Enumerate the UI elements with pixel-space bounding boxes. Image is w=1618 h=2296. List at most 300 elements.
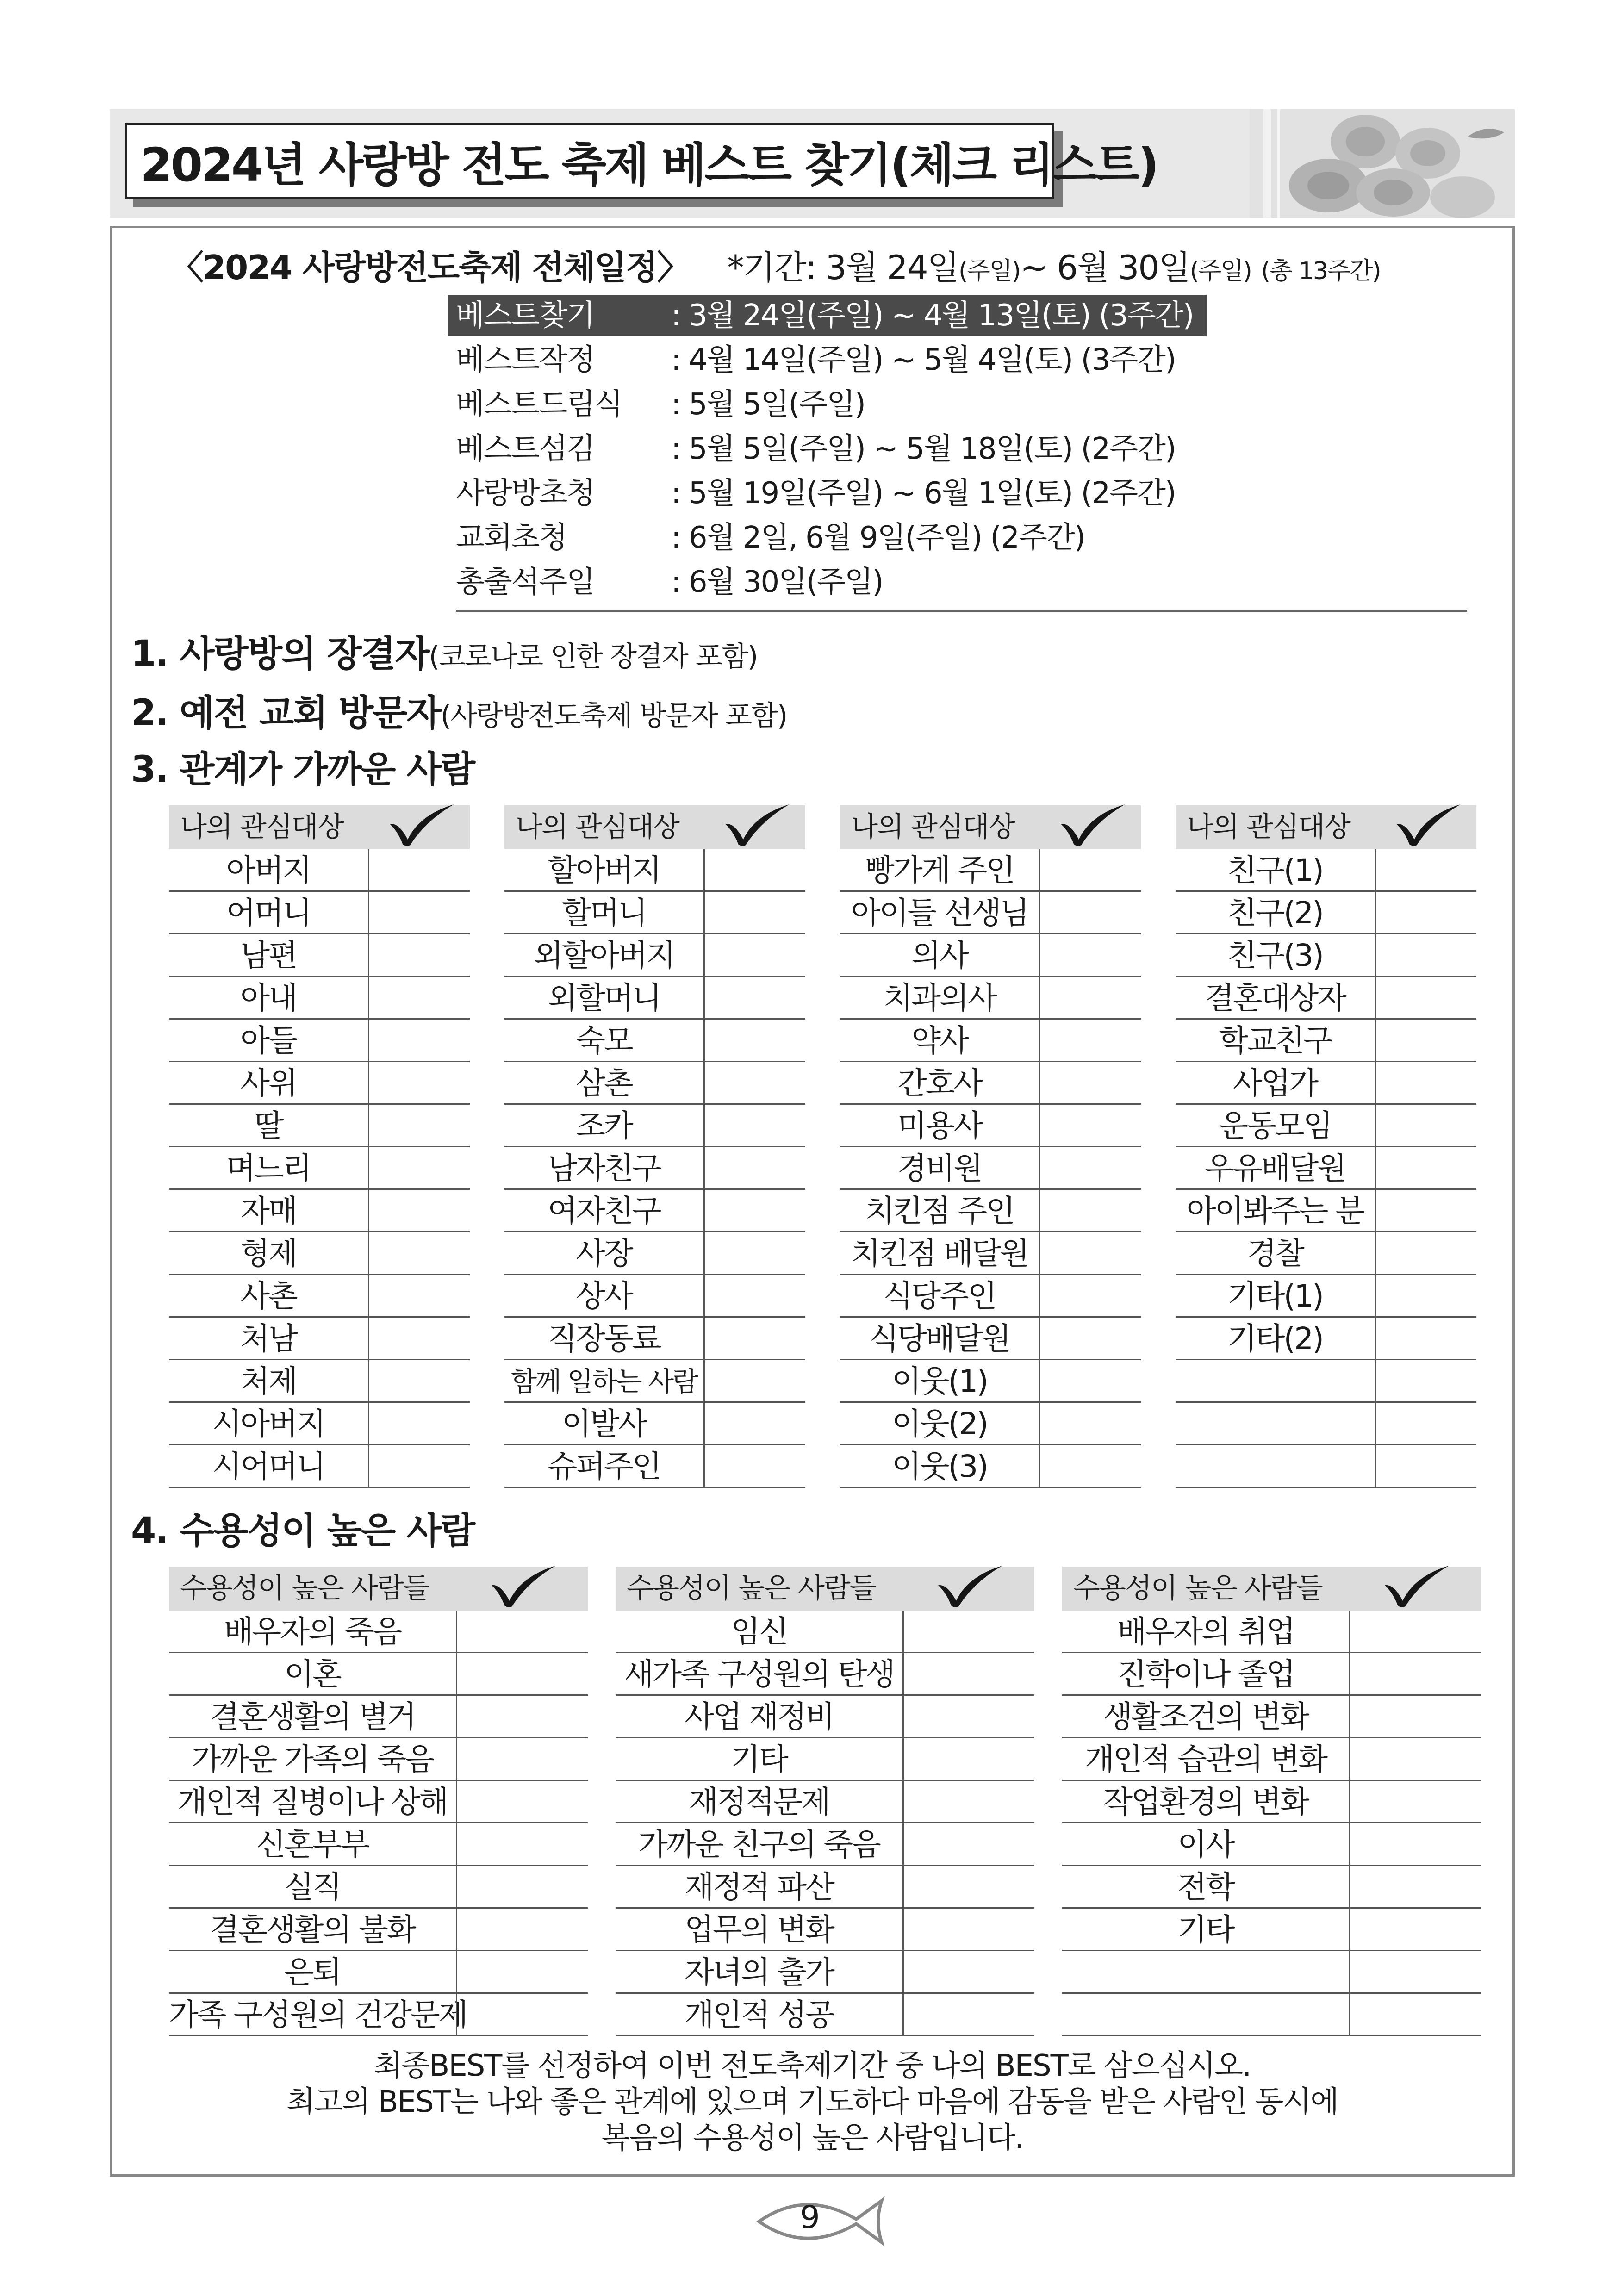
check-box[interactable] (902, 1951, 1034, 1992)
checkmark-icon (935, 1561, 1004, 1612)
check-box[interactable] (1039, 892, 1141, 933)
item-label: 사촌 (240, 1278, 297, 1314)
check-box[interactable] (902, 1696, 1034, 1737)
check-box[interactable] (1349, 1994, 1481, 2035)
check-box[interactable] (902, 1611, 1034, 1652)
check-box[interactable] (1375, 1062, 1476, 1103)
check-box[interactable] (456, 1951, 588, 1992)
page-number: 9 (800, 2199, 820, 2236)
check-box[interactable] (368, 1275, 470, 1316)
checkmark-icon (722, 800, 791, 851)
table-row (169, 1738, 588, 1781)
table-row (616, 1611, 1034, 1653)
table-row (504, 1147, 805, 1190)
check-box[interactable] (703, 892, 805, 933)
table-row (169, 1403, 470, 1445)
schedule-row (456, 428, 1176, 470)
check-box[interactable] (1039, 1360, 1141, 1401)
item-label: 개인적 습관의 변화 (1084, 1742, 1326, 1777)
table-row (504, 849, 805, 892)
item-label: 아들 (240, 1023, 297, 1058)
item-label: 약사 (911, 1023, 968, 1058)
check-box[interactable] (368, 1318, 470, 1359)
check-box[interactable] (1349, 1866, 1481, 1907)
check-box[interactable] (1039, 1062, 1141, 1103)
item-label: 개인적 질병이나 상해 (177, 1784, 448, 1820)
item-label: 어머니 (226, 895, 311, 931)
check-box[interactable] (1349, 1781, 1481, 1822)
checkmark-icon (1382, 1561, 1451, 1612)
item-label: 조카 (576, 1108, 632, 1144)
receptivity-table (616, 1567, 1034, 2036)
check-box[interactable] (1039, 1147, 1141, 1188)
table-row (169, 1653, 588, 1696)
check-box[interactable] (703, 1147, 805, 1188)
item-label: 새가족 구성원의 탄생 (624, 1656, 894, 1692)
check-box[interactable] (368, 1403, 470, 1444)
item-label: 이혼 (284, 1656, 341, 1692)
item-label: 친구(3) (1227, 938, 1323, 973)
item-label: 경비원 (897, 1151, 982, 1186)
item-label: 식당배달원 (869, 1321, 1010, 1356)
check-box[interactable] (703, 1062, 805, 1103)
item-label: 결혼생활의 불화 (210, 1912, 415, 1948)
check-box[interactable] (1375, 1360, 1476, 1401)
check-box[interactable] (1375, 1105, 1476, 1146)
check-box[interactable] (1375, 1020, 1476, 1061)
relations-table (169, 805, 470, 1488)
item-label: 남자친구 (548, 1151, 660, 1186)
table-row (840, 977, 1141, 1020)
schedule-label: 사랑방초청 (456, 476, 595, 510)
table-row (1176, 1403, 1476, 1445)
table-row (504, 1403, 805, 1445)
check-box[interactable] (1349, 1611, 1481, 1652)
schedule-label: 베스트드림식 (456, 387, 622, 422)
table-row (169, 892, 470, 934)
item-label: 진학이나 졸업 (1117, 1656, 1294, 1692)
check-box[interactable] (703, 977, 805, 1018)
checkmark-icon (1058, 800, 1127, 851)
item-label: 처제 (240, 1363, 297, 1399)
section-3-heading (131, 740, 474, 792)
table-row (169, 1318, 470, 1360)
table-row (504, 1062, 805, 1105)
table-row (169, 1360, 470, 1403)
table-header (840, 805, 1141, 849)
table-row (169, 1232, 470, 1275)
schedule-date: : 6월 2일, 6월 9일(주일) (2주간) (671, 521, 1085, 555)
table-row (840, 1360, 1141, 1403)
schedule-date: : 3월 24일(주일) ~ 4월 13일(토) (3주간) (671, 299, 1194, 333)
check-box[interactable] (1375, 1190, 1476, 1231)
footer-line: 복음의 수용성이 높은 사람입니다. (601, 2121, 1023, 2155)
check-box[interactable] (703, 1190, 805, 1231)
item-label: 친구(1) (1227, 852, 1323, 888)
footer-line: 최고의 BEST는 나와 좋은 관계에 있으며 기도하다 마음에 감동을 받은 사람인 동시에 (286, 2085, 1338, 2119)
table-row (1062, 1738, 1481, 1781)
item-label: 이발사 (561, 1406, 647, 1442)
table-header-label: 나의 관심대상 (1187, 811, 1350, 843)
table-row (1176, 1445, 1476, 1488)
check-box[interactable] (1039, 1318, 1141, 1359)
check-box[interactable] (456, 1994, 588, 2035)
table-row (504, 1275, 805, 1318)
table-row (840, 1318, 1141, 1360)
check-box[interactable] (1039, 1403, 1141, 1444)
receptivity-table (169, 1567, 588, 2036)
item-label: 딸 (254, 1108, 283, 1144)
check-box[interactable] (368, 1147, 470, 1188)
check-box[interactable] (456, 1611, 588, 1652)
check-box[interactable] (902, 1738, 1034, 1780)
table-row (169, 1781, 588, 1823)
table-row (840, 1445, 1141, 1488)
check-box[interactable] (368, 1190, 470, 1231)
table-row (1062, 1611, 1481, 1653)
item-label: 식당주인 (883, 1278, 996, 1314)
check-box[interactable] (1375, 1232, 1476, 1274)
check-box[interactable] (456, 1909, 588, 1950)
item-label: 가족 구성원의 건강문제 (169, 1997, 467, 2033)
table-row (504, 1190, 805, 1232)
schedule-date: : 4월 14일(주일) ~ 5월 4일(토) (3주간) (671, 343, 1176, 377)
period-end-day: (주일) (1189, 257, 1251, 285)
item-label: 숙모 (576, 1023, 632, 1058)
table-header (616, 1567, 1034, 1611)
item-label: 사위 (240, 1065, 297, 1101)
section-4-heading (131, 1502, 474, 1554)
relations-table (504, 805, 805, 1488)
check-box[interactable] (456, 1696, 588, 1737)
schedule-label: 총출석주일 (456, 565, 595, 599)
check-box[interactable] (1375, 1147, 1476, 1188)
check-box[interactable] (1375, 1275, 1476, 1316)
item-label: 외할아버지 (534, 938, 674, 973)
table-row (504, 1020, 805, 1062)
check-box[interactable] (1349, 1653, 1481, 1694)
table-row (169, 1062, 470, 1105)
section-title: 4. 수용성이 높은 사람 (131, 1510, 475, 1552)
schedule-date: : 5월 5일(주일) ~ 5월 18일(토) (2주간) (671, 432, 1176, 466)
schedule-row (456, 339, 1176, 381)
item-label: 이웃(1) (891, 1363, 987, 1399)
item-label: 며느리 (226, 1151, 311, 1186)
item-label: 업무의 변화 (685, 1912, 834, 1948)
check-box[interactable] (902, 1781, 1034, 1822)
table-row (504, 892, 805, 934)
item-label: 여자친구 (548, 1193, 660, 1229)
item-label: 작업환경의 변화 (1103, 1784, 1308, 1820)
period-prefix: *기간: 3월 24일 (727, 248, 959, 287)
item-label: 개인적 성공 (685, 1997, 834, 2033)
check-box[interactable] (1375, 934, 1476, 976)
table-header-label: 나의 관심대상 (516, 811, 679, 843)
item-label: 아버지 (226, 852, 311, 888)
page-title: 2024년 사랑방 전도 축제 베스트 찾기(체크 리스트) (140, 137, 1157, 192)
check-box[interactable] (1039, 1275, 1141, 1316)
check-box[interactable] (1375, 849, 1476, 890)
check-box[interactable] (1375, 892, 1476, 933)
section-note: (사랑방전도축제 방문자 포함) (440, 700, 787, 732)
check-box[interactable] (703, 934, 805, 976)
check-box[interactable] (456, 1866, 588, 1907)
table-header-label: 나의 관심대상 (851, 811, 1014, 843)
table-row (504, 977, 805, 1020)
check-box[interactable] (703, 1105, 805, 1146)
check-box[interactable] (1349, 1909, 1481, 1950)
check-box[interactable] (703, 849, 805, 890)
table-row (1176, 1190, 1476, 1232)
schedule-row (448, 295, 1207, 336)
check-box[interactable] (1039, 1190, 1141, 1231)
table-row (1062, 1909, 1481, 1951)
schedule-divider (456, 610, 1467, 612)
item-label: 빵가게 주인 (865, 852, 1014, 888)
item-label: 치킨점 배달원 (851, 1236, 1028, 1271)
table-row (840, 1232, 1141, 1275)
check-box[interactable] (368, 1020, 470, 1061)
table-row (840, 1190, 1141, 1232)
check-box[interactable] (1039, 849, 1141, 890)
table-row (169, 1275, 470, 1318)
item-label: 임신 (731, 1614, 787, 1649)
section-1-heading (131, 625, 757, 677)
item-label: 기타 (1177, 1912, 1234, 1948)
table-row (1062, 1781, 1481, 1823)
item-label: 사업가 (1232, 1065, 1318, 1101)
check-box[interactable] (1039, 1020, 1141, 1061)
table-row (169, 934, 470, 977)
table-row (169, 1105, 470, 1147)
table-row (169, 1445, 470, 1488)
table-row (840, 892, 1141, 934)
check-box[interactable] (1375, 1445, 1476, 1487)
check-box[interactable] (703, 1403, 805, 1444)
item-label: 기타 (731, 1742, 787, 1777)
check-box[interactable] (1039, 1445, 1141, 1487)
item-label: 생활조건의 변화 (1103, 1699, 1308, 1735)
table-row (504, 934, 805, 977)
check-box[interactable] (1349, 1738, 1481, 1780)
check-box[interactable] (1349, 1823, 1481, 1865)
item-label: 학교친구 (1219, 1023, 1332, 1058)
checkmark-icon (1393, 800, 1462, 851)
table-row (169, 1866, 588, 1909)
item-label: 외할머니 (548, 980, 660, 1016)
table-row (169, 849, 470, 892)
table-row (840, 1062, 1141, 1105)
schedule-row (456, 561, 883, 603)
schedule-label: 베스트찾기 (456, 299, 595, 333)
item-label: 시어머니 (212, 1449, 325, 1484)
item-label: 아내 (240, 980, 297, 1016)
table-row (840, 934, 1141, 977)
section-title: 1. 사랑방의 장결자 (131, 633, 429, 675)
check-box[interactable] (1375, 977, 1476, 1018)
table-row (504, 1445, 805, 1488)
item-label: 가까운 가족의 죽음 (191, 1742, 433, 1777)
schedule-label: 베스트작정 (456, 343, 595, 377)
check-box[interactable] (1039, 977, 1141, 1018)
table-row (840, 1403, 1141, 1445)
table-row (840, 849, 1141, 892)
item-label: 실직 (284, 1869, 341, 1905)
item-label: 할머니 (561, 895, 647, 931)
schedule-date: : 5월 19일(주일) ~ 6월 1일(토) (2주간) (671, 476, 1176, 510)
item-label: 사장 (576, 1236, 632, 1271)
table-row (504, 1232, 805, 1275)
table-row (616, 1738, 1034, 1781)
schedule-heading-line (170, 241, 1381, 289)
item-label: 이웃(2) (891, 1406, 987, 1442)
table-header (1062, 1567, 1481, 1611)
check-box[interactable] (368, 977, 470, 1018)
item-label: 결혼생활의 별거 (210, 1699, 415, 1735)
table-row (840, 1147, 1141, 1190)
footer-note (110, 2048, 1515, 2156)
check-box[interactable] (368, 1445, 470, 1487)
table-row (169, 1190, 470, 1232)
item-label: 친구(2) (1227, 895, 1323, 931)
period-start-day: (주일) (958, 257, 1021, 285)
relations-table (1176, 805, 1476, 1488)
table-header (169, 1567, 588, 1611)
table-row (616, 1823, 1034, 1866)
table-row (169, 977, 470, 1020)
table-row (616, 1781, 1034, 1823)
check-box[interactable] (456, 1781, 588, 1822)
check-box[interactable] (902, 1866, 1034, 1907)
item-label: 직장동료 (548, 1321, 660, 1356)
check-box[interactable] (902, 1994, 1034, 2035)
schedule-label: 베스트섬김 (456, 432, 595, 466)
section-note: (코로나로 인한 장결자 포함) (429, 641, 758, 673)
table-row (1176, 892, 1476, 934)
item-label: 함께 일하는 사람 (510, 1366, 697, 1397)
table-header-label: 수용성이 높은 사람들 (1073, 1572, 1322, 1605)
table-row (1062, 1653, 1481, 1696)
table-row (1062, 1866, 1481, 1909)
check-box[interactable] (703, 1360, 805, 1401)
check-box[interactable] (1349, 1696, 1481, 1737)
table-row (169, 1611, 588, 1653)
table-row (840, 1275, 1141, 1318)
item-label: 상사 (576, 1278, 632, 1314)
item-label: 우유배달원 (1205, 1151, 1345, 1186)
item-label: 전학 (1177, 1869, 1234, 1905)
table-row (169, 1951, 588, 1994)
table-row (504, 1318, 805, 1360)
item-label: 기타(2) (1227, 1321, 1323, 1356)
check-box[interactable] (1039, 934, 1141, 976)
item-label: 미용사 (897, 1108, 982, 1144)
item-label: 기타(1) (1227, 1278, 1323, 1314)
check-box[interactable] (703, 1232, 805, 1274)
check-box[interactable] (368, 934, 470, 976)
check-box[interactable] (703, 1020, 805, 1061)
check-box[interactable] (456, 1653, 588, 1694)
table-row (616, 1866, 1034, 1909)
table-row (169, 1994, 588, 2036)
table-row (616, 1994, 1034, 2036)
item-label: 자녀의 출가 (685, 1954, 834, 1990)
check-box[interactable] (368, 1062, 470, 1103)
section-2-heading (131, 684, 787, 736)
table-row (1176, 1147, 1476, 1190)
check-box[interactable] (1349, 1951, 1481, 1992)
schedule-label: 교회초청 (456, 521, 567, 555)
check-box[interactable] (703, 1318, 805, 1359)
item-label: 시아버지 (212, 1406, 325, 1442)
schedule-row (456, 473, 1176, 514)
section-title: 3. 관계가 가까운 사람 (131, 749, 475, 790)
schedule-row (456, 517, 1085, 559)
table-row (504, 1360, 805, 1403)
table-row (1176, 1105, 1476, 1147)
item-label: 배우자의 취업 (1117, 1614, 1294, 1649)
table-row (1176, 934, 1476, 977)
relations-table (840, 805, 1141, 1488)
item-label: 신혼부부 (256, 1827, 369, 1862)
title-box (125, 123, 1157, 199)
check-box[interactable] (1375, 1403, 1476, 1444)
table-row (1176, 1318, 1476, 1360)
table-row (1176, 977, 1476, 1020)
item-label: 아이들 선생님 (851, 895, 1028, 931)
check-box[interactable] (902, 1909, 1034, 1950)
check-box[interactable] (703, 1445, 805, 1487)
check-box[interactable] (902, 1823, 1034, 1865)
item-label: 슈퍼주인 (548, 1449, 660, 1484)
item-label: 재정적 파산 (685, 1869, 834, 1905)
table-row (1062, 1951, 1481, 1994)
check-box[interactable] (1039, 1232, 1141, 1274)
table-header (1176, 805, 1476, 849)
item-label: 자매 (240, 1193, 297, 1229)
item-label: 운동모임 (1219, 1108, 1332, 1144)
schedule-heading: 〈2024 사랑방전도축제 전체일정〉 (170, 248, 690, 287)
rose-image (1250, 109, 1515, 218)
schedule-row (456, 384, 865, 425)
table-row (169, 1909, 588, 1951)
table-row (169, 1020, 470, 1062)
check-box[interactable] (368, 1105, 470, 1146)
check-box[interactable] (1375, 1318, 1476, 1359)
table-row (169, 1696, 588, 1738)
table-row (504, 1105, 805, 1147)
table-row (169, 1147, 470, 1190)
table-row (1062, 1823, 1481, 1866)
check-box[interactable] (368, 849, 470, 890)
item-label: 이웃(3) (891, 1449, 987, 1484)
check-box[interactable] (1039, 1105, 1141, 1146)
check-box[interactable] (456, 1823, 588, 1865)
table-row (1176, 1020, 1476, 1062)
table-header (504, 805, 805, 849)
check-box[interactable] (368, 892, 470, 933)
check-box[interactable] (703, 1275, 805, 1316)
schedule-date: : 6월 30일(주일) (671, 565, 883, 599)
item-label: 결혼대상자 (1205, 980, 1345, 1016)
check-box[interactable] (456, 1738, 588, 1780)
check-box[interactable] (368, 1232, 470, 1274)
item-label: 의사 (911, 938, 968, 973)
check-box[interactable] (368, 1360, 470, 1401)
check-box[interactable] (902, 1653, 1034, 1694)
table-header (169, 805, 470, 849)
item-label: 삼촌 (576, 1065, 632, 1101)
